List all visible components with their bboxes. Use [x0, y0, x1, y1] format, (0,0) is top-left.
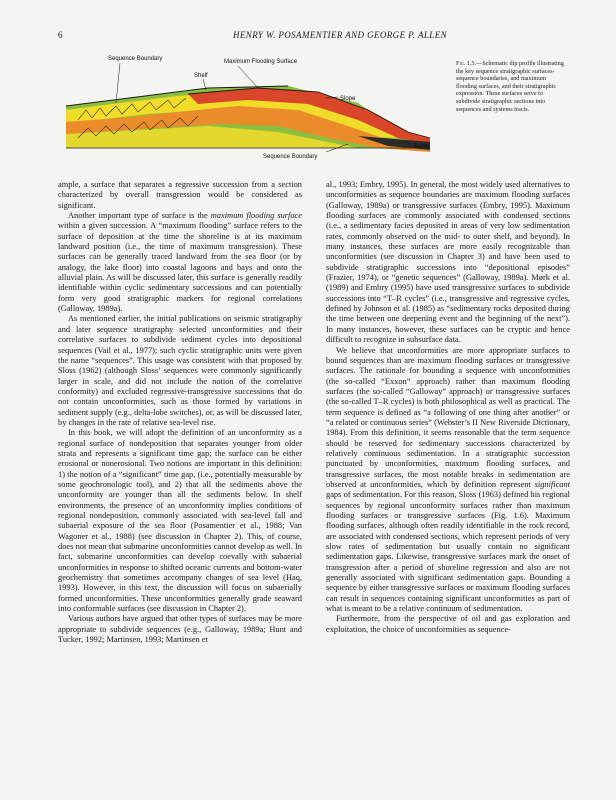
figure-number: Fig. 1.5.	[456, 60, 477, 67]
paragraph: Another important type of surface is the maximum flooding surface within a given succession. A “maximum flooding” surface refers to the surface of deposition at the time the shoreline is at its maximum landward position (i.e., the time of maximum transgression). These surfaces can be generally traced landward from the sea floor (or by analogy, the lake floor) into coastal lagoons and bays and onto the alluvial plain. As will be discussed later, this surface is generally readily identifiable within cyclic sedimentary successions and can potentially form very good stratigraphic markers for regional correlations (Galloway, 1989a).	[58, 211, 302, 314]
paragraph: al., 1993; Embry, 1995). In general, the most widely used alternatives to unconformities as sequence boundaries are maximum flooding surfaces (Galloway, 1989a) or transgressive surfaces (Embry, 1995). Maximum flooding surfaces are commonly associated with condensed sections (i.e., a sedimentary facies deposited in areas of very low sedimentation rates, commonly observed on the mid- to outer shelf, and beyond). In many instances, these surfaces are more easily recognizable than unconformities (see discussion in Chapter 3) and have been used to subdivide stratigraphic successions into “depositional episodes” (Frazier, 1974), or “genetic sequences” (Galloway, 1989a). Mørk et al. (1989) and Embry (1995) have used transgressive surfaces to subdivide successions into “T–R cycles” (i.e., transgressive and regressive cycles, defined by Johnson et al. (1985) as “sedimentary rocks deposited during the time between one deepening event and the beginning of the next”). In many instances, however, these surfaces can be cryptic and hence difficult to recognize in subsurface data.	[326, 180, 570, 345]
label-sequence-boundary-top: Sequence Boundary	[108, 56, 163, 62]
page-number: 6	[58, 30, 63, 40]
running-authors: HENRY W. POSAMENTIER AND GEORGE P. ALLEN	[233, 30, 448, 40]
left-column	[58, 180, 302, 645]
emphasis: maximum flooding surface	[210, 211, 302, 221]
label-shelf: Shelf	[194, 73, 208, 79]
caption-text: —Schematic dip profile illustrating the key sequence stratigraphic surfaces-sequence boundaries, and maximum flooding surfaces, and their stratigraphic expression. These surfaces serve to subdivide stratigraphic sections into sequences and systems tracts.	[456, 60, 564, 113]
label-basin: Basin	[414, 144, 430, 150]
label-sequence-boundary-bottom: Sequence Boundary	[263, 154, 318, 160]
label-slope: Slope	[340, 96, 356, 102]
paragraph: ample, a surface that separates a regressive succession from a section characterized by overall transgression would be considered as significant.	[58, 180, 302, 210]
figure-1-5	[58, 48, 438, 168]
paragraph: Furthermore, from the perspective of oil and gas exploration and exploitation, the choice of unconformities as sequence-	[326, 614, 570, 634]
paragraph: As mentioned earlier, the initial publications on seismic stratigraphy and later sequence stratigraphy selected unconformities and their correlative surfaces to subdivide sediment cycles into depositional sequences (Vail et al., 1977); such cyclic stratigraphic units were given the name “sequences”. This usage was consistent with that proposed by Sloss (1962) (although Sloss’ sequences were commonly significantly larger in scale, and did not include the notion of the correlative conformity) and excluded regressive-transgressive successions that do not contain unconformities, such as those formed by variations in sediment supply (e.g., delta-lobe switches), or, as will be discussed later, by changes in the rate of relative sea-level rise.	[58, 314, 302, 427]
emphasis: significant	[534, 479, 570, 489]
paragraph: Various authors have argued that other types of surfaces may be more appropriate to subdivide sequences (e.g., Galloway, 1989a; Hunt and Tucker, 1992; Martinsen, 1993; Martinsen et	[58, 614, 302, 645]
right-column	[326, 180, 570, 635]
figure-caption	[456, 60, 566, 113]
stratigraphic-profile-diagram	[58, 48, 438, 168]
label-maximum-flooding-surface: Maximum Flooding Surface	[224, 59, 298, 65]
paragraph: We believe that unconformities are more appropriate surfaces to bound sequences than are maximum flooding surfaces or transgressive surfaces. The rationale for bounding a sequence with unconformities (the so-called “Exxon” approach) rather than maximum flooding surfaces (the so-called “Galloway” approach) or transgressive surfaces (the so-called T–R cycles) is both philosophical as well as practical. The term sequence is defined as “a following of one thing after another” or “a related or continuous series” (Webster’s II New Riverside Dictionary, 1984). From this definition, it seems reasonable that the term sequence should be reserved for sedimentary successions characterized by relatively continuous sedimentation. In a stratigraphic succession punctuated by unconformities, maximum flooding surfaces, and transgressive surfaces, the most notable breaks in sedimentation are observed at unconformities, which by definition represent significant gaps of sedimentation. For this reason, Sloss (1963) defined his regional sequences by regional unconformity surfaces rather than maximum flooding surfaces or transgressive surfaces (Fig. 1.6). Maximum flooding surfaces, although often readily identifiable in the rock record, are associated with condensed sections, which represent periods of very slow rates of sedimentation but usually contain no significant sedimentation gaps. Likewise, transgressive surfaces mark the onset of transgression after a period of shoreline regression and also are not generally associated with significant sedimentation gaps. Bounding a sequence by either transgressive surfaces or maximum flooding surfaces can result in sequences containing significant unconformities as part of what is meant to be a relative continuum of sedimentation.	[326, 345, 570, 614]
paragraph: In this book, we will adopt the definition of an unconformity as a regional surface of nondeposition that separates younger from older strata and represents a significant time gap; the surface can be either erosional or nonerosional. Two notions are important in this definition: 1) the notion of a “significant” time gap, (i.e., potentially measurable by some geochronologic tool), and 2) that all the sediments above the unconformity are younger than all the sediments below. In shelf environments, the presence of an unconformity implies conditions of regional nondeposition, commonly associated with sea-level fall and subaerial exposure of the sea floor (Posamentier et al., 1988; Van Wagoner et al., 1988) (see discussion in Chapter 2). This, of course, does not mean that submarine unconformities cannot develop as well. In fact, submarine unconformities can develop coevally with subaerial unconformities in response to shifted oceanic currents and bottom-water geochemistry that sometimes accompany changes of sea level (Haq, 1993). However, in this text, the discussion will focus on subaerially formed unconformities. These unconformities generally grade seaward into conformable surfaces (see discussion in Chapter 2).	[58, 428, 302, 614]
